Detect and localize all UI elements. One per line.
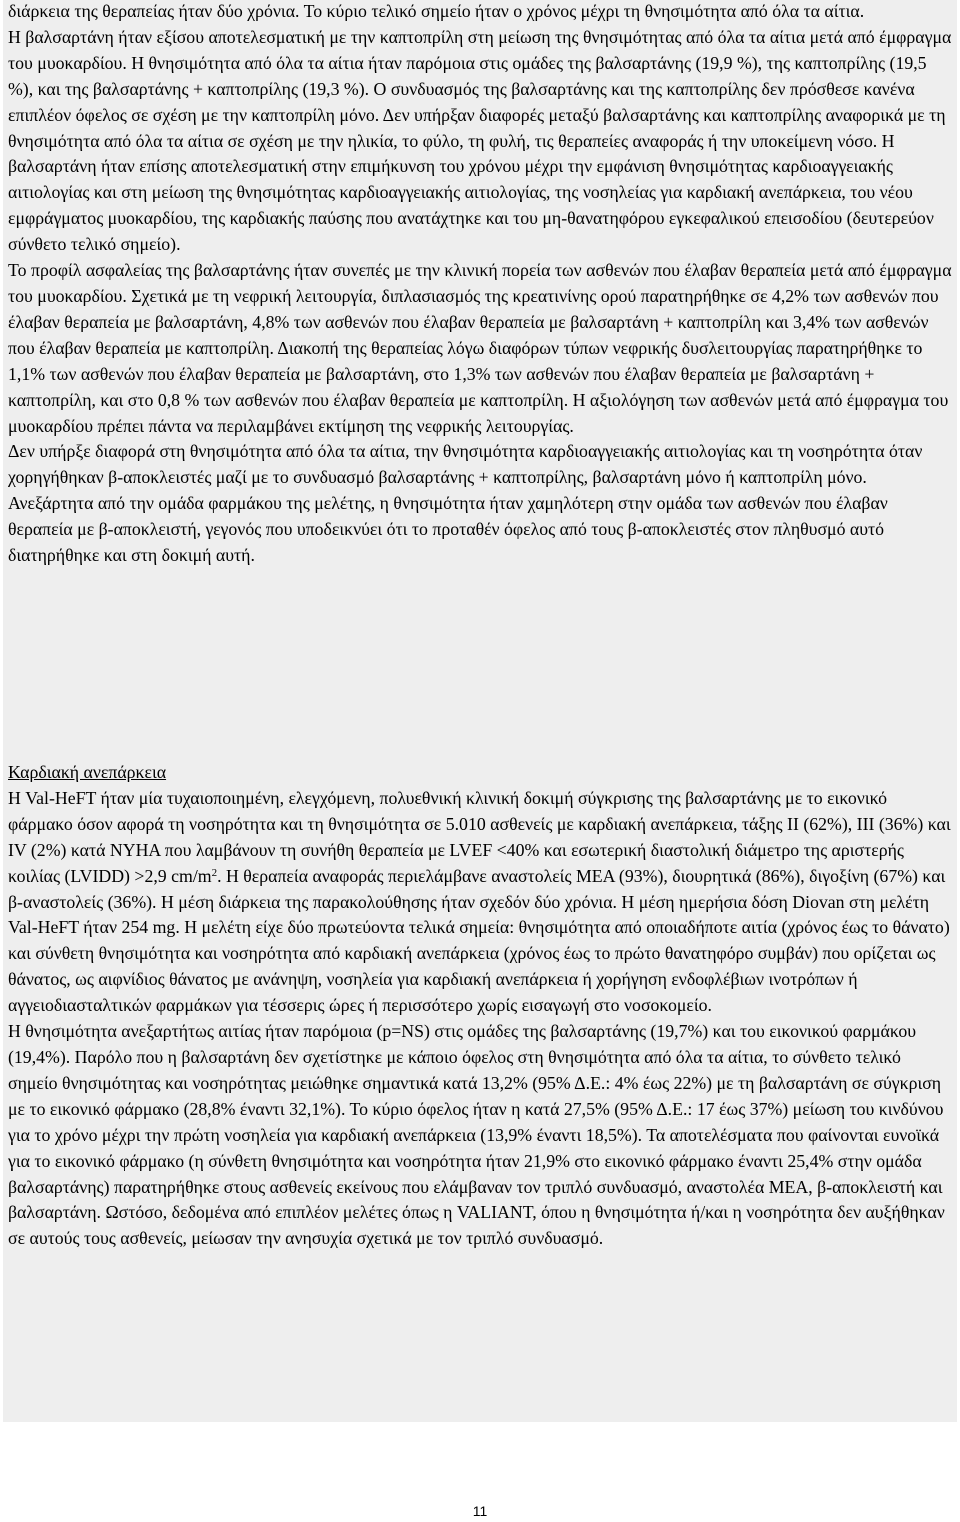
- page-number: 11: [472, 1503, 488, 1519]
- paragraph-text: . Η θεραπεία αναφοράς περιελάμβανε αναστολείς ΜΕΑ (93%), διουρητικά (86%), διγοξίνη (67%) και β-αναστολείς (36%). Η μέση διάρκεια της παρακολούθησης ήταν σχεδόν δύο χρόνια. Η μέση ημερήσια δόση Diovan στη μελέτη Val-HeFT ήταν 254 mg. Η μελέτη είχε δύο πρωτεύοντα τελικά σημεία: θνησιμότητα από οποιαδήποτε αιτία (χρόνος έως το θάνατο) και σύνθετη θνησιμότητα και νοσηρότητα από καρδιακή ανεπάρκεια (χρόνος έως το πρώτο θανατηφόρο συμβάν) που ορίζεται ως θάνατος, ως αιφνίδιος θάνατος με ανάνηψη, νοσηλεία για καρδιακή ανεπάρκεια ή χορήγηση ενδοφλέβιων ινοτρόπων ή αγγειοδιασταλτικών φαρμάκων για τέσσερις ώρες ή περισσότερο χωρίς εισαγωγή στο νοσοκομείο.: [8, 865, 950, 1016]
- paragraph: Δεν υπήρξε διαφορά στη θνησιμότητα από όλα τα αίτια, την θνησιμότητα καρδιοαγγειακής αιτιολογίας και τη νοσηρότητα όταν χορηγήθηκαν β-αποκλειστές μαζί με το συνδυασμό βαλσαρτάνης + καπτοπρίλης, βαλσαρτάνη μόνο ή καπτοπρίλη μόνο. Ανεξάρτητα από την ομάδα φαρμάκου της μελέτης, η θνησιμότητα ήταν χαμηλότερη στην ομάδα των ασθενών που έλαβαν θεραπεία με β-αποκλειστή, γεγονός που υποδεικνύει ότι το προταθέν όφελος από τους β-αποκλειστές στον πληθυσμό αυτό διατηρήθηκε και στη δοκιμή αυτή.: [8, 441, 923, 566]
- paragraph: Η θνησιμότητα ανεξαρτήτως αιτίας ήταν παρόμοια (p=NS) στις ομάδες της βαλσαρτάνης (19,7%) και του εικονικού φαρμάκου (19,4%). Παρόλο που η βαλσαρτάνη δεν σχετίστηκε με κάποιο όφελος στη θνησιμότητα από όλα τα αίτια, το σύνθετο τελικό σημείο θνησιμότητας και νοσηρότητας μειώθηκε σημαντικά κατά 13,2% (95% Δ.Ε.: 4% έως 22%) με τη βαλσαρτάνη σε σύγκριση με το εικονικό φάρμακο (28,8% έναντι 32,1%). Το κύριο όφελος ήταν η κατά 27,5% (95% Δ.Ε.: 17 έως 37%) μείωση του κινδύνου για το χρόνο μέχρι την πρώτη νοσηλεία για καρδιακή ανεπάρκεια (13,9% έναντι 18,5%). Τα αποτελέσματα που φαίνονται ευνοϊκά για το εικονικό φάρμακο (η σύνθετη θνησιμότητα και νοσηρότητα ήταν 21,9% στο εικονικό φάρμακο έναντι 25,4% στην ομάδα βαλσαρτάνης) παρατηρήθηκε στους ασθενείς εκείνους που ελάμβαναν τον τριπλό συνδυασμό, αναστολέα ΜΕΑ, β-αποκλειστή και βαλσαρτάνη. Ωστόσο, δεδομένα από επιπλέον μελέτες όπως η VALIANT, όπου η θνησιμότητα ή/και η νοσηρότητα δεν αυξήθηκαν σε αυτούς τους ασθενείς, μείωσαν την ανησυχία σχετικά με τον τριπλό συνδυασμό.: [8, 1021, 945, 1249]
- paragraph: Το προφίλ ασφαλείας της βαλσαρτάνης ήταν συνεπές με την κλινική πορεία των ασθενών που έλαβαν θεραπεία μετά από έμφραγμα του μυοκαρδίου. Σχετικά με τη νεφρική λειτουργία, διπλασιασμός της κρεατινίνης ορού παρατηρήθηκε σε 4,2% των ασθενών που έλαβαν θεραπεία με βαλσαρτάνη, 4,8% των ασθενών που έλαβαν θεραπεία με βαλσαρτάνη + καπτοπρίλη και 3,4% των ασθενών που έλαβαν θεραπεία με καπτοπρίλη. Διακοπή της θεραπείας λόγω διαφόρων τύπων νεφρικής δυσλειτουργίας παρατηρήθηκε το 1,1% των ασθενών που έλαβαν θεραπεία με βαλσαρτάνη, στο 1,3% των ασθενών που έλαβαν θεραπεία με βαλσαρτάνη + καπτοπρίλη, και στο 0,8 % των ασθενών που έλαβαν θεραπεία με καπτοπρίλη. Η αξιολόγηση των ασθενών μετά από έμφραγμα του μυοκαρδίου πρέπει πάντα να περιλαμβάνει εκτίμηση της νεφρικής λειτουργίας.: [8, 260, 952, 436]
- superscript: 2: [211, 866, 218, 879]
- paragraph-text: Η Val-HeFT ήταν μία τυχαιοποιημένη, ελεγχόμενη, πολυεθνική κλινική δοκιμή σύγκρισης της βαλσαρτάνης με το εικονικό φάρμακο όσον αφορά τη νοσηρότητα και τη θνησιμότητα σε 5.010 ασθενείς με καρδιακή ανεπάρκεια, τάξης II (62%), III (36%) και IV (2%) κατά NYHA που λαμβάνουν τη συνήθη θεραπεία με LVEF <40% και εσωτερική διαστολική διάμετρο της αριστερής κοιλίας (LVIDD) >2,9 cm/m: [8, 787, 951, 886]
- paragraph: Η βαλσαρτάνη ήταν εξίσου αποτελεσματική με την καπτοπρίλη στη μείωση της θνησιμότητας από όλα τα αίτια μετά από έμφραγμα του μυοκαρδίου. Η θνησιμότητα από όλα τα αίτια ήταν παρόμοια στις ομάδες της βαλσαρτάνης (19,9 %), της καπτοπρίλης (19,5 %), και της βαλσαρτάνης + καπτοπρίλης (19,3 %). Ο συνδυασμός της βαλσαρτάνης και της καπτοπρίλης δεν πρόσθεσε κανένα επιπλέον όφελος σε σχέση με την καπτοπρίλη μόνο. Δεν υπήρξαν διαφορές μεταξύ βαλσαρτάνης και καπτοπρίλης αναφορικά με τη θνησιμότητα από όλα τα αίτια σε σχέση με την ηλικία, το φύλο, τη φυλή, τις θεραπείες αναφοράς ή την υποκείμενη νόσο. Η βαλσαρτάνη ήταν επίσης αποτελεσματική στην επιμήκυνση του χρόνου μέχρι την εμφάνιση θνησιμότητας καρδιοαγγειακής αιτιολογίας και στη μείωση της θνησιμότητας καρδιοαγγειακής αιτιολογίας, της νοσηλείας για καρδιακή ανεπάρκεια, του νέου εμφράγματος μυοκαρδίου, της καρδιακής παύσης που ανατάχτηκε και του μη-θανατηφόρου εγκεφαλικού επεισοδίου (δευτερεύον σύνθετο τελικό σημείο).: [8, 26, 952, 255]
- section-post-mi-results: [8, 0, 952, 569]
- paragraph: διάρκεια της θεραπείας ήταν δύο χρόνια. Το κύριο τελικό σημείο ήταν ο χρόνος μέχρι τη θνησιμότητα από όλα τα αίτια.: [8, 1, 865, 21]
- paragraph: [8, 786, 952, 1019]
- section-heart-failure: [8, 760, 952, 1252]
- section-heading: Καρδιακή ανεπάρκεια: [8, 762, 167, 782]
